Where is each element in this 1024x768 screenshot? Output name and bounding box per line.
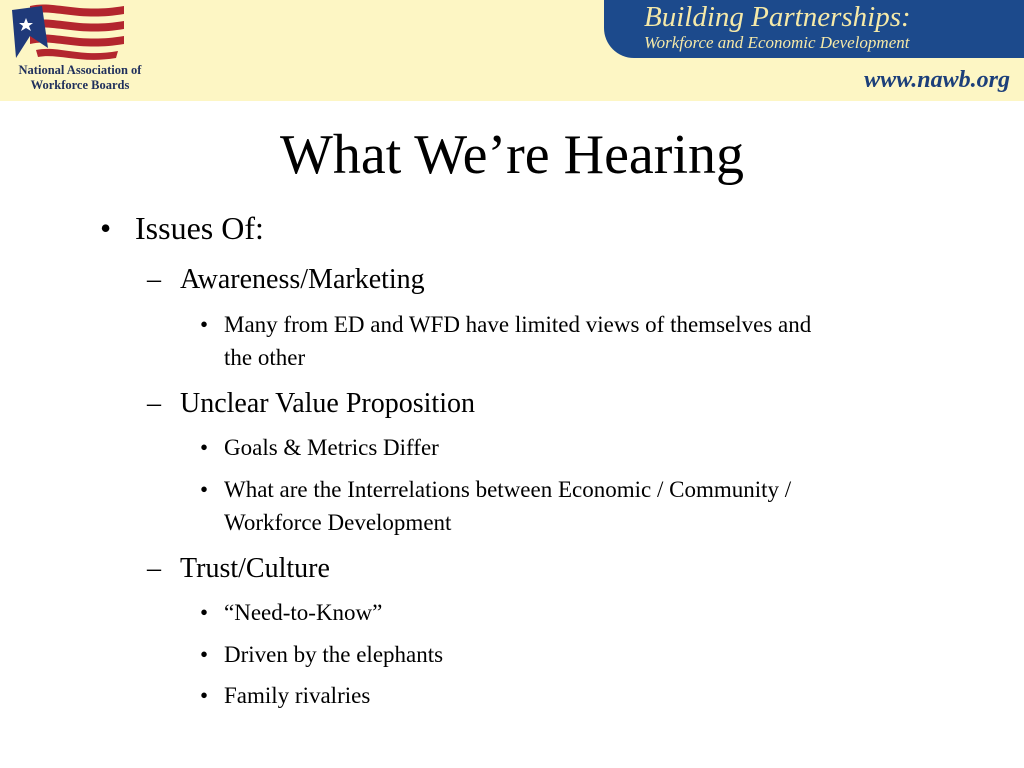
bullet-text: Driven by the elephants bbox=[224, 642, 444, 667]
bullet-text: Trust/Culture bbox=[180, 553, 330, 584]
bullet-text: What are the Interrelations between Economic / Community / bbox=[224, 477, 792, 502]
bullet-text: Many from ED and WFD have limited views of themselves and bbox=[224, 312, 812, 337]
bullet-marker: – bbox=[147, 553, 161, 584]
bullet-text: Issues Of: bbox=[135, 210, 264, 246]
slide-title: What We’re Hearing bbox=[280, 124, 744, 186]
bullet-marker: • bbox=[200, 477, 209, 502]
org-name-line1: National Association of bbox=[18, 63, 142, 77]
bullet-marker: – bbox=[147, 264, 161, 295]
bullet-marker: • bbox=[200, 435, 209, 460]
org-name-line2: Workforce Boards bbox=[30, 78, 130, 92]
bullet-text-continued: the other bbox=[224, 345, 306, 370]
banner-title: Building Partnerships: bbox=[644, 1, 911, 33]
bullet-text: Unclear Value Proposition bbox=[180, 388, 475, 419]
bullet-marker: • bbox=[200, 312, 209, 337]
bullet-marker: • bbox=[200, 600, 209, 625]
website-url[interactable]: www.nawb.org bbox=[864, 67, 1010, 93]
banner-subtitle: Workforce and Economic Development bbox=[644, 33, 910, 52]
bullet-marker: • bbox=[100, 210, 112, 246]
bullet-text: “Need-to-Know” bbox=[224, 600, 383, 625]
bullet-text: Awareness/Marketing bbox=[180, 264, 425, 295]
bullet-text: Family rivalries bbox=[224, 683, 371, 708]
bullet-marker: • bbox=[200, 642, 209, 667]
bullet-marker: – bbox=[147, 388, 161, 419]
bullet-marker: • bbox=[200, 683, 209, 708]
bullet-text: Goals & Metrics Differ bbox=[224, 435, 439, 460]
bullet-text-continued: Workforce Development bbox=[224, 510, 452, 535]
